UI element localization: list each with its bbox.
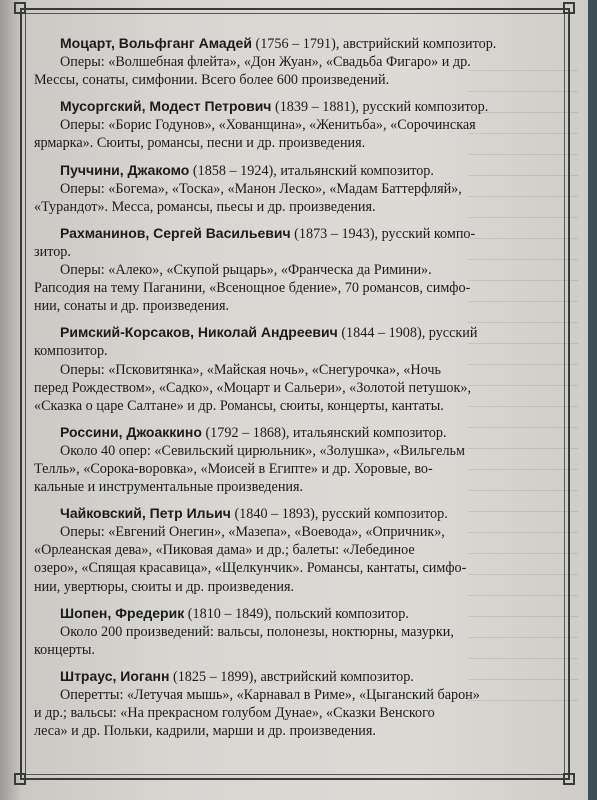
- composer-works-line: «Орлеанская дева», «Пиковая дама» и др.; балеты: «Лебединое: [34, 542, 415, 559]
- composer-name: Мусоргский, Модест Петрович: [60, 98, 272, 115]
- composer-name: Россини, Джоаккино: [60, 423, 202, 440]
- composer-works-line: озеро», «Спящая красавица», «Щелкунчик». Романсы, кантаты, симфо-: [34, 560, 467, 577]
- composer-heading: [34, 97, 552, 116]
- composer-works-line: «Сказка о царе Салтане» и др. Романсы, сюиты, концерты, кантаты.: [34, 397, 444, 414]
- composer-dates: (1756 – 1791), австрийский композитор.: [251, 36, 497, 52]
- composer-works-line: Оперы: «Евгений Онегин», «Мазепа», «Воевода», «Опричник»,: [60, 524, 445, 541]
- border-corner-ornament: [563, 773, 575, 785]
- composer-works-line: нии, сонаты и др. произведения.: [34, 298, 230, 315]
- composer-works-line: нии, увертюры, сюиты и др. произведения.: [34, 578, 295, 595]
- composer-dates: (1792 – 1868), итальянский композитор.: [201, 424, 447, 441]
- composer-works-line: Мессы, сонаты, симфонии. Всего более 600 произведений.: [34, 72, 390, 89]
- composer-works-line: Оперы: «Псковитянка», «Майская ночь», «Снегурочка», «Ночь: [60, 361, 441, 378]
- composer-entry: [34, 604, 552, 659]
- composer-name: Чайковский, Петр Ильич: [60, 505, 231, 522]
- composer-heading: [34, 224, 552, 243]
- composer-entry: [34, 97, 552, 152]
- composer-entry: [34, 161, 552, 216]
- composer-name: Римский-Корсаков, Николай Андреевич: [60, 324, 338, 341]
- composer-works-line: Оперы: «Богема», «Тоска», «Манон Леско», «Мадам Баттерфляй»,: [60, 180, 462, 197]
- composer-entry: [34, 504, 552, 595]
- composer-name: Моцарт, Вольфганг Амадей: [60, 35, 252, 51]
- composer-works-line: Оперы: «Борис Годунов», «Хованщина», «Женитьба», «Сорочинская: [60, 117, 476, 134]
- composer-heading: [34, 604, 552, 623]
- composer-works-line: Около 200 произведений: вальсы, полонезы, ноктюрны, мазурки,: [60, 623, 454, 640]
- composer-heading: [34, 323, 552, 342]
- composer-dates: (1825 – 1899), австрийский композитор.: [169, 668, 414, 685]
- composer-name: Пуччини, Джакомо: [60, 161, 190, 178]
- composer-works-line: перед Рождеством», «Садко», «Моцарт и Сальери», «Золотой петушок»,: [34, 379, 472, 396]
- composer-list: [34, 34, 552, 748]
- composer-entry: [34, 323, 552, 414]
- composer-heading: [34, 667, 552, 686]
- composer-entry: [34, 34, 552, 89]
- composer-entry: [34, 423, 552, 496]
- composer-dates: (1844 – 1908), русский: [337, 325, 478, 342]
- composer-works-line: Около 40 опер: «Севильский цирюльник», «Золушка», «Вильгельм: [60, 442, 466, 459]
- composer-works-line: композитор.: [34, 343, 108, 360]
- composer-dates: (1858 – 1924), итальянский композитор.: [189, 162, 434, 179]
- composer-dates: (1839 – 1881), русский композитор.: [271, 99, 489, 116]
- composer-works-line: зитор.: [34, 243, 71, 260]
- border-corner-ornament: [14, 2, 26, 14]
- composer-works-line: леса» и др. Польки, кадрили, марши и др. произведения.: [34, 723, 376, 740]
- composer-works-line: концерты.: [34, 641, 95, 658]
- composer-works-line: ярмарка». Сюиты, романсы, песни и др. произведения.: [34, 135, 366, 152]
- composer-works-line: Рапсодия на тему Паганини, «Всенощное бдение», 70 романсов, симфо-: [34, 280, 471, 297]
- composer-entry: [34, 667, 552, 740]
- composer-name: Рахманинов, Сергей Васильевич: [60, 224, 291, 241]
- composer-entry: [34, 224, 552, 315]
- composer-works-line: Оперы: «Алеко», «Скупой рыцарь», «Франческа да Римини».: [60, 262, 432, 279]
- composer-works-line: Телль», «Сорока-воровка», «Моисей в Египте» и др. Хоровые, во-: [34, 460, 433, 477]
- border-corner-ornament: [14, 773, 26, 785]
- composer-name: Штраус, Иоганн: [60, 667, 170, 684]
- composer-heading: [34, 34, 552, 53]
- composer-works-line: Оперетты: «Летучая мышь», «Карнавал в Риме», «Цыганский барон»: [60, 687, 480, 703]
- composer-dates: (1810 – 1849), польский композитор.: [184, 605, 409, 622]
- composer-works-line: Оперы: «Волшебная флейта», «Дон Жуан», «Свадьба Фигаро» и др.: [60, 54, 471, 71]
- composer-heading: [34, 423, 552, 442]
- composer-heading: [34, 504, 552, 523]
- spine-shadow: [0, 0, 22, 800]
- composer-dates: (1840 – 1893), русский композитор.: [230, 506, 448, 523]
- border-corner-ornament: [563, 2, 575, 14]
- composer-works-line: и др.; вальсы: «На прекрасном голубом Дунае», «Сказки Венского: [34, 705, 435, 722]
- composer-heading: [34, 161, 552, 180]
- composer-name: Шопен, Фредерик: [60, 604, 185, 621]
- composer-works-line: кальные и инструментальные произведения.: [34, 479, 304, 496]
- composer-dates: (1873 – 1943), русский компо-: [290, 225, 476, 242]
- composer-works-line: «Турандот». Месса, романсы, пьесы и др. произведения.: [34, 198, 376, 215]
